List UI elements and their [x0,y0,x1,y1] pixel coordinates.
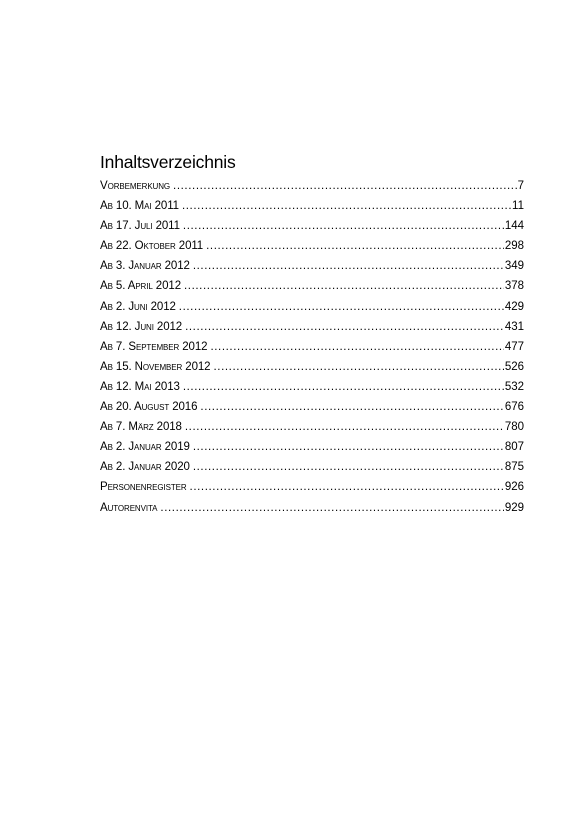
toc-entry-label: Ab 12. Mai 2013 [100,380,180,393]
toc-entry-page-number: 477 [504,340,524,353]
toc-entry[interactable] [100,280,524,300]
toc-entry[interactable] [100,200,524,220]
dot-leader [193,461,504,473]
toc-entry[interactable] [100,481,524,501]
dot-leader [182,200,511,212]
toc-entry[interactable] [100,240,524,260]
toc-entry-label: Ab 10. Mai 2011 [100,200,179,213]
toc-entry[interactable] [100,220,524,240]
toc-entry-page-number: 431 [504,320,524,333]
toc-entry-label: Ab 2. Januar 2020 [100,461,190,474]
table-of-contents [100,150,524,522]
toc-entry-page-number: 676 [504,401,524,414]
toc-entry-label: Ab 12. Juni 2012 [100,320,183,333]
toc-entry-label: Ab 7. September 2012 [100,340,208,353]
toc-entry-page-number: 429 [504,300,524,313]
toc-entry-page-number: 378 [504,280,524,293]
toc-entry[interactable] [100,301,524,321]
toc-entry-label: Ab 3. Januar 2012 [100,260,190,273]
toc-entry[interactable] [100,441,524,461]
toc-entry-label: Ab 20. August 2016 [100,401,198,414]
toc-entry-label: Ab 15. November 2012 [100,360,211,373]
toc-entry-page-number: 349 [504,260,524,273]
dot-leader [183,381,504,393]
toc-entry-label: Ab 2. Juni 2012 [100,300,176,313]
toc-entry[interactable] [100,401,524,421]
dot-leader [206,240,504,252]
toc-entry-page-number: 926 [504,481,524,494]
dot-leader [200,401,503,413]
toc-entry-page-number: 11 [512,200,524,213]
toc-entry-page-number: 929 [504,501,524,514]
toc-entry-page-number: 7 [517,180,524,192]
toc-entry[interactable] [100,260,524,280]
toc-entry[interactable] [100,421,524,441]
dot-leader [210,341,503,353]
dot-leader [185,321,504,333]
toc-entry-page-number: 807 [504,441,524,454]
dot-leader [183,220,504,232]
dot-leader [193,441,504,453]
toc-entry[interactable] [100,502,524,522]
toc-entry[interactable] [100,381,524,401]
toc-entry[interactable] [100,321,524,341]
toc-entry-label: Ab 2. Januar 2019 [100,441,190,454]
toc-entry-label: Vorbemerkung [100,180,171,192]
dot-leader [173,180,517,192]
toc-entry[interactable] [100,361,524,381]
dot-leader [190,481,504,493]
toc-list [100,180,524,522]
toc-entry-page-number: 526 [504,360,524,373]
toc-entry-page-number: 298 [504,240,524,253]
dot-leader [193,260,504,272]
toc-entry-page-number: 532 [504,380,524,393]
toc-entry-page-number: 144 [504,220,524,233]
dot-leader [184,280,504,292]
toc-entry-page-number: 780 [504,421,524,434]
dot-leader [179,301,504,313]
toc-entry-page-number: 875 [504,461,524,474]
toc-entry-label: Autorenvita [100,501,158,514]
dot-leader [185,421,504,433]
toc-entry-label: Ab 5. April 2012 [100,280,181,293]
toc-entry[interactable] [100,180,524,200]
toc-entry-label: Ab 7. März 2018 [100,421,182,434]
dot-leader [213,361,503,373]
toc-entry-label: Personenregister [100,481,187,494]
toc-entry[interactable] [100,341,524,361]
toc-entry-label: Ab 22. Oktober 2011 [100,240,204,253]
dot-leader [160,502,503,514]
toc-heading: Inhaltsverzeichnis [100,152,236,172]
toc-entry-label: Ab 17. Juli 2011 [100,220,180,233]
toc-entry[interactable] [100,461,524,481]
